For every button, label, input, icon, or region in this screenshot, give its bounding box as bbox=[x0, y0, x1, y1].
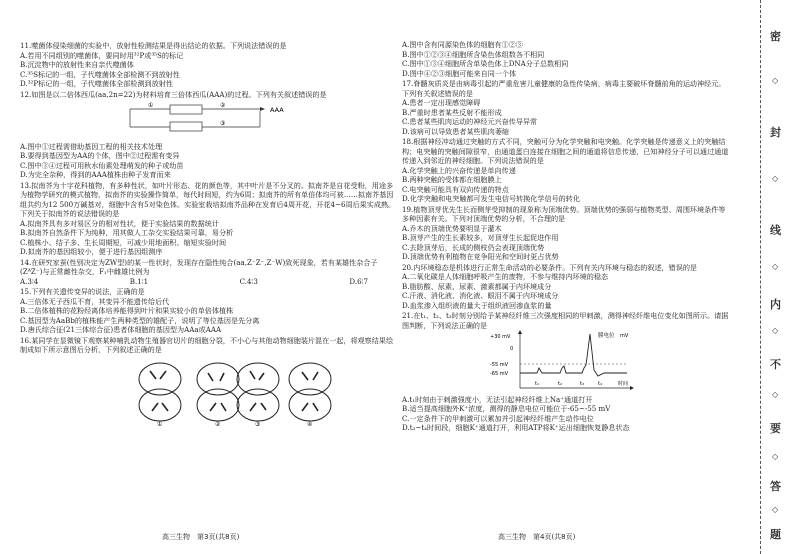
q16-option-c: C.图中①③④细胞所含单染色体上DNA分子总数相同 bbox=[402, 59, 569, 68]
q15-option-b: B.二倍体植株的花粉经离体培养能得到叶片和果实较小的单倍体植株 bbox=[20, 306, 234, 315]
q12-stem: 12.如图是以二倍体西瓜(aa,2n=22)为材料培育三倍体西瓜(AAA)的过程。下列有关叙述错误的是 bbox=[20, 89, 327, 99]
seal-char-1: 密 bbox=[770, 30, 781, 43]
right-column bbox=[402, 40, 732, 433]
diamond-icon: ◇ bbox=[772, 76, 779, 85]
footer-page-3: 高三生物 第3页(共8页) bbox=[162, 533, 240, 541]
q12-option-c: C.图中③④过程可用秋水仙素处理萌发的种子或幼苗 bbox=[20, 160, 184, 170]
left-column bbox=[20, 40, 398, 429]
q20-option-b: B.脂肪酸、尿素、尿素、激素都属于内环境成分 bbox=[402, 281, 552, 291]
seal-char-2: 封 bbox=[770, 126, 781, 139]
q16-option-a: A.图中含有同源染色体的细胞有①②③ bbox=[402, 40, 523, 49]
q13-option-d: D.拟南芥的基因组较小，便于进行基因组测序 bbox=[20, 247, 163, 256]
q21-x-label-t4: t₄ bbox=[598, 381, 602, 387]
q17-option-d: D.该病可以导致患者某些肌肉萎缩 bbox=[402, 126, 510, 136]
q18-option-d: D.化学突触和电突触都可发生电信号转换化学信号的转化 bbox=[402, 194, 580, 203]
q15-option-c: C.基因型为AaBb的植株能产生两种类型的雄配子，说明了等位基因是先分离 bbox=[20, 315, 260, 325]
q16-cell-division-figure bbox=[20, 355, 398, 427]
cell-label-3: ③ bbox=[255, 420, 261, 427]
seal-char-8: 题 bbox=[770, 528, 781, 541]
seal-char-7: 答 bbox=[770, 480, 781, 493]
q13-option-c: C.植株小、结子多、生长周期短，可减少用地面积、缩短实验时间 bbox=[20, 237, 227, 247]
q14-options bbox=[20, 277, 398, 287]
diamond-icon: ◇ bbox=[772, 452, 779, 461]
q19-option-b: B.顶芽产生的生长素较多，对顶芽生长起促进作用 bbox=[402, 233, 559, 242]
q19-option-c: C.去除顶芽后，长成的侧枝仍会表现顶端优势 bbox=[402, 242, 545, 252]
q18-stem: 18.根据神经冲动通过突触的方式不同，突触可分为化学突触和电突触。化学突触是传递意义上的突触结构；电突触的突触间隙很窄，由通道蛋白连接在细胞之间的通道将信息传递，已知神经分子可以通过通道传递入到邻近的神经细胞。下列说法错误的是 bbox=[402, 137, 729, 165]
q21-x-axis-label: 时间 bbox=[618, 381, 629, 387]
q21-y-label-minus65: -65 mV bbox=[490, 371, 509, 377]
q12-breeding-diagram bbox=[20, 99, 398, 139]
seal-char-4: 内 bbox=[770, 298, 781, 311]
q19-option-a: A.乔木的顶端优势要明显于灌木 bbox=[402, 223, 502, 233]
q12-step3-label: ③ bbox=[220, 120, 226, 127]
q12-step2-label: ② bbox=[220, 102, 226, 109]
q21-graph-title: 膜电位 bbox=[598, 333, 615, 339]
q11-option-b: B.沉淀物中的放射性来自亲代噬菌体 bbox=[20, 60, 134, 69]
diamond-icon: ◇ bbox=[772, 174, 779, 183]
seal-char-3: 线 bbox=[770, 224, 781, 237]
q12-option-a: A.图中①过程需借助基因工程的相关技术处理 bbox=[20, 141, 163, 151]
diamond-icon: ◇ bbox=[772, 505, 779, 514]
q14-option-b: B.1∶1 bbox=[129, 276, 149, 286]
q19-stem: 19.植物顶芽优先生长而侧芽受抑制的现象称为顶端优势。顶端优势的强弱与植物类型、周围环境条件等多种因素有关。下列对顶端优势的分析，不合理的是 bbox=[402, 204, 726, 223]
q12-option-d: D.为完全杂种，得到的AAA植株由种子发育而来 bbox=[20, 170, 171, 179]
q13-stem: 13.拟南芥为十字花科植物，有多种性状，如叶片形态、花的颜色等，其中叶片是不分叉的。拟南芥是自花受粉，用途多为植物学研究的模式植物，拟南芥的实验操作简单，每代时间短，约为6周；拟南芥的所有单倍体均可被……拟南芥基因组共约为12 500万碱基对，细胞中含有5对染色体。实验室栽培拟南芥品种在发育后4周开花，开花4~6周后果实成熟。下列关于拟南芥的说法错误的是 bbox=[20, 180, 396, 218]
q21-y-label-minus55: -55 mV bbox=[490, 362, 509, 368]
q15-option-a: A.三倍体无子西瓜不育，其变异不能遗传给后代 bbox=[20, 296, 170, 306]
q21-option-d: D.t₃~t₄时间段，细胞K⁺通道打开，利用ATP将K⁺运出细胞恢复静息状态 bbox=[402, 423, 630, 432]
q17-stem: 17.脊髓灰质炎是由病毒引起的严重危害儿童健康的急性传染病，病毒主要破坏脊髓前角的运动神经元。下列有关叙述错误的是 bbox=[402, 79, 726, 98]
q21-option-c: C.一定条件下的甲刺激可以累加并引起神经纤维产生动作电位 bbox=[402, 413, 594, 423]
q16-option-d: D.图中④②③细胞可能来自同一个体 bbox=[402, 68, 517, 78]
q17-option-a: A.患者一定出现感觉障碍 bbox=[402, 98, 481, 107]
q16-stem: 16.某同学在显微镜下观察某种哺乳动物生殖器官切片的细胞分裂，不小心与其他动物细胞装片混在一起，将观察结果绘制成如下所示意图后分析，下列叙述正确的是 bbox=[20, 335, 394, 354]
q16-option-b: B.图中①②③④细胞所含染色体组数各不相同 bbox=[402, 49, 545, 59]
cell-label-2: ② bbox=[215, 420, 221, 427]
cell-label-4: ④ bbox=[307, 420, 313, 427]
q11-stem: 11.噬菌体侵染细菌的实验中，放射性检测结果是得出结论的依据。下列说法错误的是 bbox=[20, 41, 287, 50]
q19-option-d: D.顶端优势有利植物在竞争阳光和空间时更占优势 bbox=[402, 252, 559, 261]
footer-page-4: 高三生物 第4页(共8页) bbox=[498, 533, 576, 541]
diamond-icon: ◇ bbox=[772, 262, 779, 271]
q12-product-label: AAA bbox=[270, 106, 284, 114]
q15-option-d: D.唐氏综合征(21三体综合征)患者体细胞的基因型为AAa或AAA bbox=[20, 325, 222, 334]
q21-stem: 21.在t₁、t₂、t₃时刻分别给予某神经纤维三次强度相同的甲刺激，测得神经纤维电位变化如图所示。请据图判断，下列说法正确的是 bbox=[402, 311, 729, 330]
seal-char-5: 不 bbox=[770, 358, 781, 371]
cell-3 bbox=[237, 363, 279, 421]
q18-option-b: B.两种突触的受体都在细胞膜上 bbox=[402, 175, 502, 184]
q12-step1-label: ① bbox=[148, 102, 154, 109]
q20-stem: 20.内环境稳态是机体进行正常生命活动的必要条件。下列有关内环境与稳态的叙述，错误的是 bbox=[402, 262, 698, 272]
q18-option-c: C.电突触可能具有双向传递的特点 bbox=[402, 184, 509, 194]
q21-membrane-potential-graph bbox=[402, 330, 732, 392]
q13-option-a: A.拟南芥具有多对易区分的相对性状，便于实验结果的数据统计 bbox=[20, 218, 219, 228]
q11-option-c: C.³⁵S标记的一组，子代噬菌体全部检测不到放射性 bbox=[20, 69, 180, 79]
seal-dashed-line bbox=[760, 0, 761, 554]
q21-x-label-t3: t₃ bbox=[580, 381, 584, 387]
cell-4 bbox=[289, 363, 331, 421]
seal-line-strip bbox=[748, 0, 794, 554]
q21-graph-unit: mV bbox=[620, 333, 629, 339]
q20-option-c: C.汗液、消化液、消化液、眼泪不属于内环境成分 bbox=[402, 291, 559, 300]
cell-label-1: ① bbox=[157, 420, 163, 427]
q21-option-a: A.t₁时刻由于刺激强度小，无法引起神经纤维上Na⁺通道打开 bbox=[402, 394, 593, 404]
cell-1 bbox=[139, 363, 181, 421]
q18-option-a: A.化学突触上的兴奋传递是单向传递 bbox=[402, 165, 516, 175]
diamond-icon: ◇ bbox=[772, 326, 779, 335]
cell-2 bbox=[197, 363, 239, 421]
q14-option-a: A.3∶4 bbox=[20, 276, 39, 286]
q21-y-label-plus30: +30 mV bbox=[490, 334, 511, 340]
q13-option-b: B.拟南芥自然条件下为纯种，用其做人工杂交实验结果可靠，易分析 bbox=[20, 228, 234, 237]
q11-option-a: A.若用不同组别的噬菌体，要同时用³²P或³⁵S的标记 bbox=[20, 50, 184, 60]
q11-option-d: D.³²P标记的一组，子代噬菌体全部检测到放射性 bbox=[20, 79, 173, 88]
diamond-icon: ◇ bbox=[772, 390, 779, 399]
q15-stem: 15.下列有关遗传变异的说法，正确的是 bbox=[20, 287, 145, 296]
seal-char-6: 要 bbox=[770, 422, 781, 435]
q14-option-c: C.4∶3 bbox=[239, 276, 258, 286]
q21-option-b: B.适当提高细胞外K⁺浓度，测得的静息电位可能位于-65~-55 mV bbox=[402, 404, 611, 413]
q20-option-a: A.二氧化碳是人体细胞呼吸产生的废物，不参与维持内环境的稳态 bbox=[402, 272, 609, 281]
q17-option-b: B.严重时患者某些反射不能形成 bbox=[402, 107, 502, 117]
q20-option-d: D.血浆渗入组织液的量大于组织液回渗血浆的量 bbox=[402, 300, 552, 310]
q21-x-label-t1: t₁ bbox=[535, 381, 539, 387]
q14-option-d: D.6∶7 bbox=[349, 276, 368, 286]
q21-y-label-zero: 0 bbox=[510, 346, 514, 352]
q14-stem: 14.在研究家蚕(性别决定为ZW型)的某一性状时，发现存在隐性纯合(aa,Z⁻Z⁻,Z⁻W)致死现象，若有某雄性杂合子(ZᴬZ⁻)与正常雌性杂交，F₁中雌雄比例为 bbox=[20, 257, 378, 276]
q21-x-label-t2: t₂ bbox=[558, 381, 562, 387]
q12-option-b: B.要得到基因型为AA的个体，图中②过程需有变异 bbox=[20, 151, 180, 160]
q17-option-c: C.患者某些肌肉运动的神经元兴奋传导异常 bbox=[402, 117, 538, 126]
